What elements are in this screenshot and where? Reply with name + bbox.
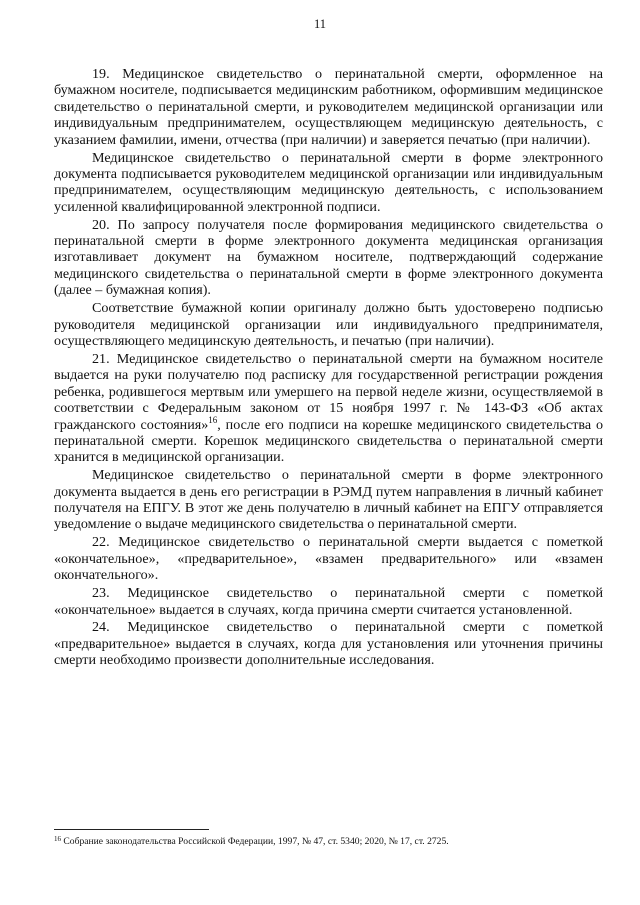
paragraph-19: 19. Медицинское свидетельство о перинатальной смерти, оформленное на бумажном носителе, подписывается медицинским работником, оформившим медицинское свидетельство о перинатальной смерти, и руководителем медицинской организации или индивидуальным предпринимателем, осуществляющем медицинскую деятельность, с указанием фамилии, имени, отчества (при наличии) и заверяется печатью (при наличии).: [54, 66, 603, 148]
document-body: [54, 66, 603, 670]
footnote-text: Собрание законодательства Российской Федерации, 1997, № 47, ст. 5340; 2020, № 17, ст. 2725.: [61, 836, 449, 847]
footnote-reference: 16: [208, 414, 218, 425]
paragraph-21-text-end: , после его подписи на корешке медицинского свидетельства о перинатальной смерти. Корешок медицинского свидетельства о перинатальной смерти хранится в медицинской организации.: [54, 416, 603, 466]
paragraph-24: 24. Медицинское свидетельство о перинатальной смерти с пометкой «предварительное» выдается в случаях, когда для установления или уточнения причины смерти необходимо произвести дополнительные исследования.: [54, 619, 603, 669]
paragraph-22: 22. Медицинское свидетельство о перинатальной смерти выдается с пометкой «окончательное», «предварительное», «взамен предварительного» или «взамен окончательного».: [54, 534, 603, 584]
footnote-number: 16: [54, 835, 61, 843]
page-number: 11: [313, 17, 327, 31]
footnote-divider: [54, 829, 209, 830]
paragraph-23: 23. Медицинское свидетельство о перинатальной смерти с пометкой «окончательное» выдается в случаях, когда причина смерти считается установленной.: [54, 585, 603, 618]
paragraph-20: 20. По запросу получателя после формирования медицинского свидетельства о перинатальной смерти в форме электронного документа медицинская организация изготавливает документ на бумажном носителе, подтверждающий содержание медицинского свидетельства о перинатальной смерти в форме электронного документа (далее – бумажная копия).: [54, 216, 603, 299]
footnote: [54, 836, 603, 848]
paragraph-21: [54, 351, 603, 466]
paragraph-21-text-start: 21. Медицинское свидетельство о перинатальной смерти на бумажном носителе выдается на руки получателю под расписку для государственной регистрации рождения ребенка, родившегося мертвым или умершего на первой неделе жизни, осуществляемой в соответствии с Федеральным законом от 15 ноября 1997 г. № 143-ФЗ «Об актах гражданского состояния»: [54, 350, 603, 433]
paragraph-20-copy-certification: Соответствие бумажной копии оригиналу должно быть удостоверено подписью руководителя медицинской организации или индивидуального предпринимателя, осуществляющего медицинскую деятельность, и печатью (при наличии).: [54, 300, 603, 349]
paragraph-21-electronic: Медицинское свидетельство о перинатальной смерти в форме электронного документа выдается в день его регистрации в РЭМД путем направления в личный кабинет получателя на ЕПГУ. В этот же день получателю в личный кабинет на ЕПГУ отправляется уведомление о выдаче медицинского свидетельства о перинатальной смерти.: [54, 467, 603, 533]
paragraph-19-electronic: Медицинское свидетельство о перинатальной смерти в форме электронного документа подписывается руководителем медицинской организации или индивидуальным предпринимателем, осуществляющим медицинскую деятельность, с использованием усиленной квалифицированной электронной подписи.: [54, 149, 603, 215]
